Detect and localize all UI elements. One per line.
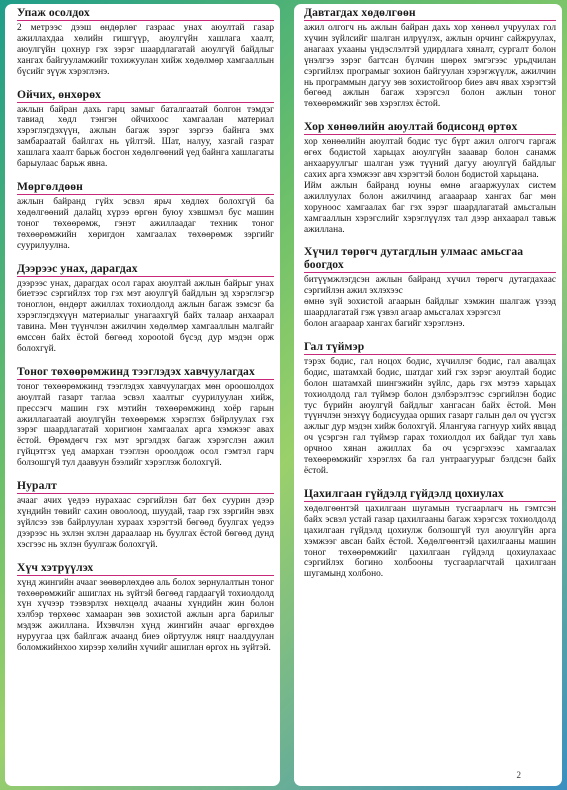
- section-body: ажлын байран дахь гарц замыг баталгаатай болгон тэмдэг тавиад хөдл тэнгэн ойчихоос хамгаалан материал хэрэглэгдэхүүн, ажлын багаж зэрэг зэргээ байнга эмх замбараатай байлгах нь үйлтэй. Шат, налуу, хазгай газрат хашлага хаалт барьж босгон хөдөлгөөний үед байнга хашлагаты барыулаас барьж явна.: [17, 104, 274, 170]
- section-heading: Цахилгаан гүйдэлд гүйдэлд цохиулах: [304, 487, 556, 502]
- section-heading: Дээрээс унах, дарагдах: [17, 262, 274, 277]
- section: [17, 6, 274, 78]
- section: [17, 180, 274, 252]
- section-body: ачааг ачих үедээ нурахаас сэргийлэн бат бөх суурин дээр хүндийн төвийг сахин овоолоод, шуудай, таар гэх зэргийн эвэх зүйлсээ зэв байрлуулан хураах хэрэгтэй бөгөөд буулгах үедээ дээрээс нь эхлэн эхлэн дараалаар нь буулгах ёстой бөгөөд дунд хэсгээс нь эхлэн буулгаж болохгүй.: [17, 496, 274, 550]
- section-heading: Хүч хэтрүүлэх: [17, 561, 274, 576]
- section-heading: Давтагдах хөдөлгөөн: [304, 6, 556, 21]
- section: [17, 365, 274, 469]
- section: [304, 487, 556, 580]
- section-body: тэрэх бодис, гал ноцох бодис, хүчиллэг бодис, гал авалцах бодис, шатамхай бодис, шатдаг хий гэх зэрэг аюултай бодис болон шатамхай шингэжийн зүйлс, дарь гэх мэтээ харьцах тохиолдолд гал түймэр болон дэлбэрэлтээс сэргийлэн бодис тус бүрийн аюулгүй байдлыг хангасан байх ёстой. Мөн түүнчлэн энэхүү бодисуудаа орших газарт галын дөл оч үүсгэх ажлыг дур мэдэн хийж болохгүй. Ялангуяа гагнуур хийх явцад оч үсэргэн гал түймэр гарах тохиолдол их байдаг тул хавь орчноо хянан ажиллах ба оч үсэргэхээс хамгаалах төхөөрөмжийг хэрэглэх ба гал унтраагуурыг бэлдсэн байх ёстой.: [304, 356, 556, 476]
- section: [304, 245, 556, 330]
- section-body: ажил олгогч нь ажлын байран дахь хор хөнөөл учруулах гол хүчин зүйлсийг шалган илрүүлэх, ажлын орчинг сайжруулах, анагаах ухааны үндэслэлтэй удирдлага хяналт, сургалт болон үнэлгээ зэрэг багтсан бүлчин шөрөх эмгэгээс урьдчилан сэргийлэх програмыг зохион байгуулан хэрэгжүүлж, ажилчин нь программын дагуу зөв зохистойгоор биеэ авч явах хэрэгтэй бөгөөд ажлын багаж хэрэгсэл болон ажлын тоног төхөөрөмжийг зөв хэрэглэх ёстой.: [304, 23, 556, 110]
- section-heading: Гал түймэр: [304, 340, 556, 355]
- section-body: хор хөнөөлийн аюултай бодис тус бүрт ажил олгогч гаргаж өгөх бодистой харьцах аюулгүйн зааавар болон санамж анхааруулгыг шалган уэж түүний дагуу аюулгүй байдлыг сахих арга хэмжээг авч хэрэгтэй болон бодистой харьцана. Ийм ажлын байранд юуны өмнө агааржуулах систем ажиллуулах болон ажилчинд агааараар хангах бaг мөн хоруноос хамгаалах баг гэх зэрэг шаардлагатай амьсгалын хамгааллын хэрэгслийг хэрэглүүлэх тал дээр анхаарал тавьж ажиллана.: [304, 137, 556, 235]
- section: [304, 120, 556, 235]
- section-body: ажлын байранд гүйх эсвэл ярьч хөдлөх болохгүй ба хөдөлгөөний далайц хүрээ өргөн буюу хэвшмэл бус машин тоног төхөөрөмж, гэнэт ажиллаадаг техник тоног төхөөрөмжийн хөригдон хамгаалах төхөөрөмж зэргийг суурилуулна.: [17, 196, 274, 251]
- section-body: дээрээс унах, дарагдах осол гарах аюултай ажлын байрыг унах биетээс сэргийлэх тор гэх мэт аюулгүй байдлын эд хэрэглэгэр тоноглон, өндөрт ажиллах тохиолдолд ажлын багаж зэмсэг ба хэрэглэгдэхүүн материалыг унагаахгүй байх талаар анхаарал тавина. Мөн түүнчлэн ажилчин хөдөлмөр хамгааллын малгайг өмссөн байх ёстой бөгөөд хорооtoй бүсэд дур мэдэн орж болохгүй.: [17, 278, 274, 354]
- page-number: 2: [516, 770, 521, 780]
- section-body: хүнд жингийн ачааг зөөвөрлөхдөө аль болох зөрнулалтын тоног төхөөрөмжийг ашиглах нь зүйтэй бөгөөд гардаагүй тохиолдолд хүн хүчээр тээвэрлэх нөхцөлд ачааны хүндийн жин болон хэлбэр төрхөөс хамааран зөв зохистой ажлын арга барилыг мэдэж ажиллана. Ихэвчлэн хүнд жингийн ачааг өргөхдөө нуруугаа цэх байлгаж ачаанд биеэ ойртуулж няцт наалдуулан боломжийнхоо хирээр хөлийн хүчийг ашиглан өргох нь зүйтэй.: [17, 577, 274, 654]
- section-body: 2 метрээс дээш өндөрлөг газраас унах аюултай газар ажиллахдаа хөлийн гишгүүр, аюулгүйн хашлага хаалт, аюулгүйн цохнур гэх зэрэг шаардлагатай аюулгүй байдлыг хангах байгууламжийг тохижуулан хийж хөдөлмөр хамгааллын бүсийг зүүж хэрэглэнэ.: [17, 23, 274, 77]
- section-body: битүүмжлэгдсэн ажлын байранд хүчил төрөгч дутагдахаас сэргийлэн ажил эхлэхээс өмнө зүй зохистой агаарын байдлыг хэмжин шалгаж үзээд шаардлагатай гэж үзвэл агаар амьсгалах хэрэгсэл болон агаараар хангах багийг хэрэглэнэ.: [304, 275, 556, 330]
- section-heading: Мөргөлдөөн: [17, 180, 274, 195]
- section: [17, 479, 274, 551]
- section-heading: Упаж осолдох: [17, 6, 274, 21]
- section-body: хөдөлгөөнтэй цахилгаан шугамын тусгаарлагч нь гэмтсэн байх эсвэл устай газар цахилгааны багаж хэрэгсэх тохиолдолд цахилгаан гүйдэлд цохиулж болзошгүй тул аюулгүйн арга хэмжээг авсан байх ёстой. Хөдөлгөөнтэй цахилгааны машин тоног төхөөрөмжийг цахилгаан гүйдэлд цохиулахаас сэргийлэх богино холбооны тусгаарлагчтай цахилгаан шугамынд холбоно.: [304, 503, 556, 580]
- left-column: [5, 4, 280, 786]
- section-heading: Нуралт: [17, 479, 274, 494]
- section: [304, 6, 556, 110]
- section: [304, 340, 556, 477]
- section: [17, 262, 274, 355]
- section: [17, 561, 274, 654]
- section-heading: Хүчил төрөгч дутагдлын улмаас амьсгаа боогдох: [304, 245, 556, 273]
- section-heading: Хор хөнөөлийн аюултай бодисонд өртөх: [304, 120, 556, 135]
- section-heading: Тоног төхөөрөмжинд тээглэдэх хавчуулагдах: [17, 365, 274, 380]
- section-heading: Ойчих, өнхөрөх: [17, 88, 274, 103]
- right-column: [294, 4, 562, 786]
- section: [17, 88, 274, 170]
- section-body: тоног төхөөрөмжинд тээглэдэх хавчуулагдах мөн ороошолдох аюултай газарт таглаа эсвэл хаалтыг суурилуулан хийж, прессэгч машин гэх мэтийн төхөөрөмжинд хоёр гарын ажиллагаатай аюулгүйн төхөөрөмж хэрэглэх бэйрлуулах гэх зэрэг шаардлагатай хоригион хамгаалах арга хэмжээг авах ёстой. Өрөмдөгч гэх мэт эргэлдэх багаж хэрэгслэн ажил гүйцэтгэх үед амархан тээглэн ороолдож осол гэмтэл гарч болзошгүй тул даавуун бээлийг хэрэглэж болохгүй.: [17, 381, 274, 469]
